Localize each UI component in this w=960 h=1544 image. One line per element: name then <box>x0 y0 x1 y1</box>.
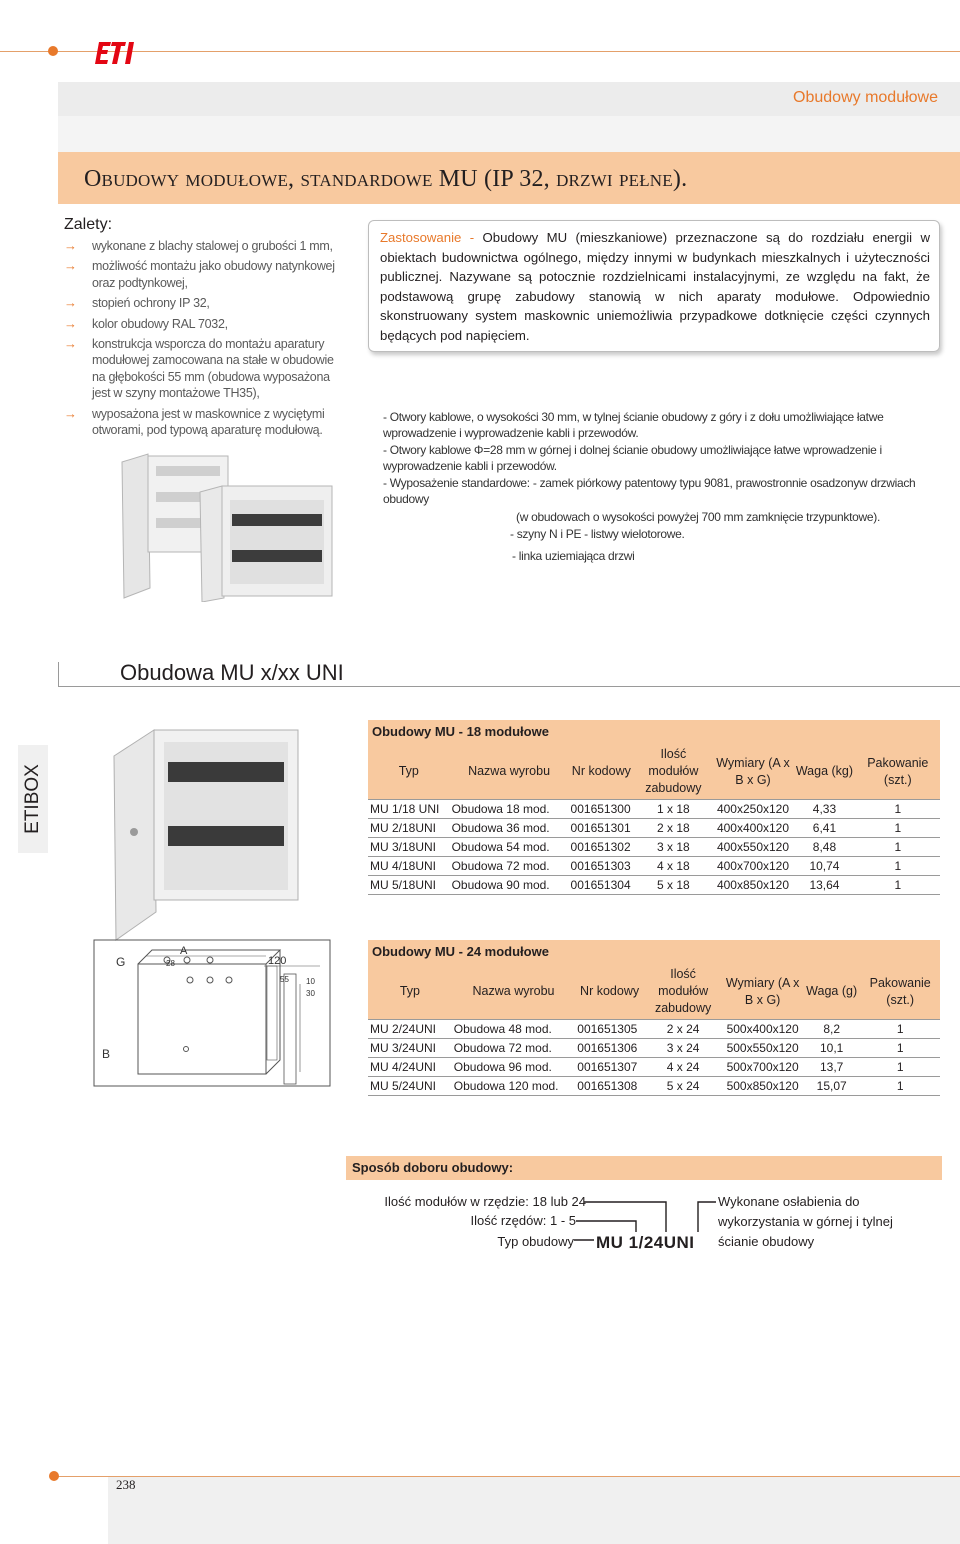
cell-dimensions: 500x550x120 <box>722 1039 803 1058</box>
cell-packaging: 1 <box>860 1020 940 1039</box>
bullet-dot <box>49 1471 59 1481</box>
arrow-right-icon: → <box>64 258 77 274</box>
cell-modules: 2 x 18 <box>634 819 713 838</box>
cell-weight: 6,41 <box>793 819 855 838</box>
column-header: Waga (g) <box>803 964 860 1020</box>
page-title <box>84 166 687 193</box>
cell-code: 001651308 <box>575 1077 644 1096</box>
side-label-text: ETIBOX <box>22 764 43 834</box>
selection-note-1: Wykonane osłabienia do <box>718 1194 860 1209</box>
cell-packaging: 1 <box>860 1058 940 1077</box>
advantages-list <box>64 238 349 442</box>
cell-modules: 3 x 18 <box>634 838 713 857</box>
column-header: Wymiary (A x B x G) <box>722 964 803 1020</box>
list-item-text: wykonane z blachy stalowej o grubości 1 mm, <box>92 239 333 253</box>
page-title-text: Obudowy modułowe, standardowe MU (IP 32, drzwi pełne). <box>84 166 688 192</box>
note-lock: (w obudowach o wysokości powyżej 700 mm zamknięcie trzypunktowe). <box>516 509 880 524</box>
list-item <box>64 406 349 439</box>
application-text <box>380 228 930 346</box>
column-header: Wymiary (A x B x G) <box>713 744 794 800</box>
drawing-label-30: 30 <box>306 989 315 998</box>
cell-code: 001651301 <box>569 819 635 838</box>
cell-type: MU 1/18 UNI <box>368 800 450 819</box>
cell-type: MU 3/24UNI <box>368 1039 452 1058</box>
cell-dimensions: 400x250x120 <box>713 800 794 819</box>
product-photo-enclosures <box>110 452 350 602</box>
cell-type: MU 5/24UNI <box>368 1077 452 1096</box>
cell-name: Obudowa 72 mod. <box>450 857 569 876</box>
cell-dimensions: 400x700x120 <box>713 857 794 876</box>
cell-code: 001651305 <box>575 1020 644 1039</box>
section-rule <box>58 686 960 687</box>
table-row <box>368 1039 940 1058</box>
cell-code: 001651306 <box>575 1039 644 1058</box>
cell-weight: 4,33 <box>793 800 855 819</box>
cell-name: Obudowa 96 mod. <box>452 1058 575 1077</box>
arrow-right-icon: → <box>64 315 77 331</box>
note-earth-wire: - linka uziemiająca drzwi <box>512 548 635 563</box>
cell-type: MU 2/24UNI <box>368 1020 452 1039</box>
table-24-title: Obudowy MU - 24 modułowe <box>368 940 940 964</box>
drawing-label-g: G <box>116 955 126 969</box>
list-item-text: konstrukcja wsporcza do montażu aparatury modułowej zamocowana na stałe w obudowie na głębokości 55 mm (obudowa wyposażona jest w szyny montażowe TH35), <box>92 337 334 401</box>
list-item <box>64 258 349 291</box>
application-body: Obudowy MU (mieszkaniowe) przeznaczone są do rozdziału energii w obiektach budownictwa ogólnego, między innymi w budynkach mieszkalnych i użyteczności publicznej. Nazywane są potocznie rozdzielnicami instalacyjnymi, ze względu na fakt, że podstawową grupę zabudowy stanowią w nich aparaty modułowe. Odpowiednio skonstruowany system maskownic uniemożliwia przypadkowe dotknięcie części czynnych będących pod napięciem. <box>380 230 930 343</box>
table-row <box>368 857 940 876</box>
drawing-label-55: 55 <box>280 975 289 984</box>
selection-code: MU 1/24UNI <box>596 1233 695 1252</box>
cell-name: Obudowa 54 mod. <box>450 838 569 857</box>
cell-modules: 5 x 18 <box>634 876 713 895</box>
cell-dimensions: 500x400x120 <box>722 1020 803 1039</box>
selection-rows: Ilość rzędów: 1 - 5 <box>470 1213 576 1228</box>
section-title: Obudowa MU x/xx UNI <box>120 660 344 685</box>
cell-code: 001651307 <box>575 1058 644 1077</box>
column-header: Ilość modułów zabudowy <box>644 964 722 1020</box>
column-header: Pakowanie (szt.) <box>856 744 940 800</box>
list-item <box>64 336 349 402</box>
cell-dimensions: 500x850x120 <box>722 1077 803 1096</box>
selection-title: Sposób doboru obudowy: <box>346 1156 942 1180</box>
note-rails: - szyny N i PE - listwy wielotorowe. <box>510 527 685 542</box>
cell-name: Obudowa 90 mod. <box>450 876 569 895</box>
cell-code: 001651304 <box>569 876 635 895</box>
side-label <box>18 745 48 853</box>
cell-name: Obudowa 72 mod. <box>452 1039 575 1058</box>
cell-code: 001651300 <box>569 800 635 819</box>
selection-modules: Ilość modułów w rzędzie: 18 lub 24 <box>384 1194 586 1209</box>
drawing-label-28: 28 <box>166 959 175 968</box>
table-24-modules <box>368 940 940 1096</box>
column-header: Nazwa wyrobu <box>450 744 569 800</box>
column-header: Nr kodowy <box>569 744 635 800</box>
bullet-dot <box>48 46 58 56</box>
arrow-right-icon: → <box>64 405 77 421</box>
cell-modules: 3 x 24 <box>644 1039 722 1058</box>
table-row <box>368 1020 940 1039</box>
cell-name: Obudowa 18 mod. <box>450 800 569 819</box>
cell-code: 001651303 <box>569 857 635 876</box>
note-cable-holes-round: - Otwory kablowe Φ=28 mm w górnej i dolnej ścianie obudowy umożliwiające łatwe wprowadzenie i wyprowadzenie kabli i przewodów. <box>383 443 882 473</box>
section-bracket <box>58 662 59 686</box>
list-item-text: kolor obudowy RAL 7032, <box>92 316 228 331</box>
drawing-label-a: A <box>180 945 188 957</box>
cell-modules: 1 x 18 <box>634 800 713 819</box>
list-item-text: stopień ochrony IP 32, <box>92 296 210 311</box>
table-row <box>368 1058 940 1077</box>
cell-weight: 8,2 <box>803 1020 860 1039</box>
table-row <box>368 800 940 819</box>
cell-packaging: 1 <box>856 876 940 895</box>
footer-band <box>108 1477 960 1544</box>
cell-dimensions: 400x550x120 <box>713 838 794 857</box>
note-standard-equipment: - Wyposażenie standardowe: - zamek piórkowy patentowy typu 9081, prawostronnie osadzonyw drzwiach obudowy <box>383 476 916 506</box>
drawing-label-b: B <box>102 1047 111 1061</box>
list-item-text: wyposażona jest w maskownice z wyciętymi otworami, pod typową aparaturę modułową. <box>92 406 325 438</box>
list-item <box>64 238 349 254</box>
cell-modules: 2 x 24 <box>644 1020 722 1039</box>
column-header: Pakowanie (szt.) <box>860 964 940 1020</box>
arrow-right-icon: → <box>64 336 77 352</box>
cell-weight: 13,7 <box>803 1058 860 1077</box>
drawing-label-10: 10 <box>306 977 315 986</box>
table-header-row <box>368 964 940 1020</box>
column-header: Waga (kg) <box>793 744 855 800</box>
top-rule <box>0 51 960 52</box>
section-label: Obudowy modułowe <box>793 89 938 106</box>
cell-packaging: 1 <box>856 857 940 876</box>
cell-type: MU 5/18UNI <box>368 876 450 895</box>
table-18-modules <box>368 720 940 895</box>
column-header: Nazwa wyrobu <box>452 964 575 1020</box>
drawing-label-120: 120 <box>268 955 287 967</box>
table-header-row <box>368 744 940 800</box>
cell-packaging: 1 <box>856 800 940 819</box>
application-lead: Zastosowanie - <box>380 230 475 245</box>
table-row <box>368 876 940 895</box>
column-header: Ilość modułów zabudowy <box>634 744 713 800</box>
cell-packaging: 1 <box>856 819 940 838</box>
cell-name: Obudowa 36 mod. <box>450 819 569 838</box>
column-header: Typ <box>368 964 452 1020</box>
selection-connectors <box>574 1196 724 1246</box>
table <box>368 744 940 895</box>
cell-type: MU 4/18UNI <box>368 857 450 876</box>
notes <box>383 410 923 566</box>
cell-weight: 8,48 <box>793 838 855 857</box>
cell-packaging: 1 <box>860 1077 940 1096</box>
header-shade <box>58 116 960 152</box>
cell-modules: 4 x 18 <box>634 857 713 876</box>
column-header: Nr kodowy <box>575 964 644 1020</box>
table-row <box>368 1077 940 1096</box>
eti-logo <box>95 38 139 68</box>
list-item-text: możliwość montażu jako obudowy natynkowej oraz podtynkowej, <box>92 259 335 290</box>
side-section-drawing <box>262 952 328 1092</box>
cell-modules: 5 x 24 <box>644 1077 722 1096</box>
cell-type: MU 4/24UNI <box>368 1058 452 1077</box>
selection-type: Typ obudowy <box>497 1234 574 1249</box>
cell-dimensions: 500x700x120 <box>722 1058 803 1077</box>
cell-dimensions: 400x850x120 <box>713 876 794 895</box>
selection-note-2: wykorzystania w górnej i tylnej <box>718 1214 893 1229</box>
note-cable-holes: - Otwory kablowe, o wysokości 30 mm, w tylnej ścianie obudowy z góry i z dołu umożliwiające łatwe wprowadzenie i wyprowadzenie kabli i przewodów. <box>383 410 884 440</box>
cell-weight: 10,74 <box>793 857 855 876</box>
product-photo-enclosure-open <box>112 722 312 942</box>
table <box>368 964 940 1096</box>
cell-type: MU 3/18UNI <box>368 838 450 857</box>
cell-dimensions: 400x400x120 <box>713 819 794 838</box>
table-row <box>368 819 940 838</box>
cell-modules: 4 x 24 <box>644 1058 722 1077</box>
arrow-right-icon: → <box>64 238 77 253</box>
table-row <box>368 838 940 857</box>
cell-name: Obudowa 48 mod. <box>452 1020 575 1039</box>
page-number: 238 <box>116 1477 136 1492</box>
cell-name: Obudowa 120 mod. <box>452 1077 575 1096</box>
cell-weight: 15,07 <box>803 1077 860 1096</box>
cell-packaging: 1 <box>856 838 940 857</box>
cell-type: MU 2/18UNI <box>368 819 450 838</box>
selection-note-3: ścianie obudowy <box>718 1234 815 1249</box>
cell-weight: 13,64 <box>793 876 855 895</box>
cell-packaging: 1 <box>860 1039 940 1058</box>
cell-code: 001651302 <box>569 838 635 857</box>
arrow-right-icon: → <box>64 295 77 311</box>
table-18-title: Obudowy MU - 18 modułowe <box>368 720 940 744</box>
cell-weight: 10,1 <box>803 1039 860 1058</box>
column-header: Typ <box>368 744 450 800</box>
list-item <box>64 316 349 332</box>
advantages-heading: Zalety: <box>64 216 113 233</box>
list-item <box>64 295 349 311</box>
